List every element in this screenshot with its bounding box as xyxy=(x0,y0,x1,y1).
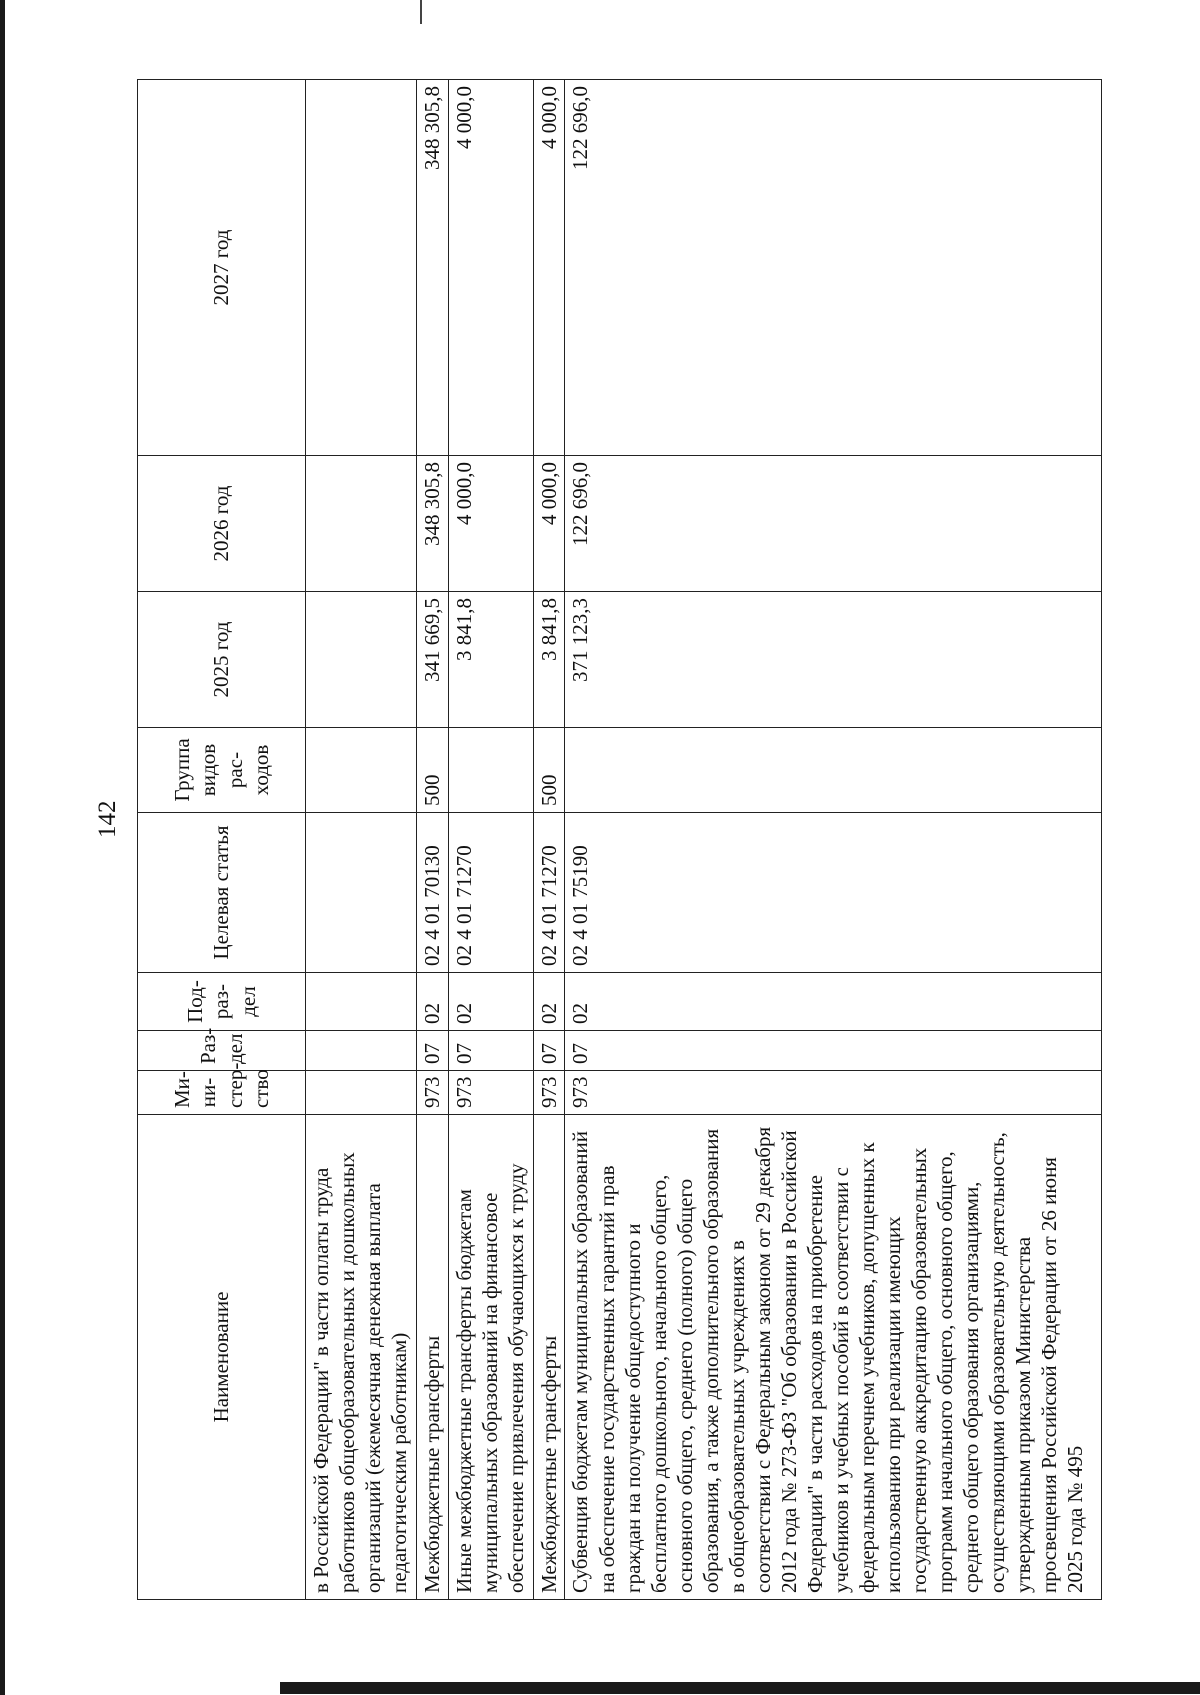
cell-2025: 341 669,5 xyxy=(417,592,449,728)
cell-2026: 348 305,8 xyxy=(417,456,449,592)
cell-subsection xyxy=(306,973,417,1031)
header-2027: 2027 год xyxy=(138,80,306,456)
cell-section xyxy=(306,1031,417,1071)
cell-subsection: 02 xyxy=(417,973,449,1031)
cell-2026: 4 000,0 xyxy=(449,456,534,592)
cell-2027: 4 000,0 xyxy=(533,80,565,456)
cell-ministry: 973 xyxy=(565,1071,1102,1115)
cell-target: 02 4 01 71270 xyxy=(449,813,534,973)
cell-2027: 4 000,0 xyxy=(449,80,534,456)
scan-mark-top xyxy=(420,0,422,24)
cell-2025: 3 841,8 xyxy=(533,592,565,728)
header-ministry: Ми-ни-стер-ство xyxy=(138,1071,306,1115)
cell-ministry: 973 xyxy=(533,1071,565,1115)
cell-ministry: 973 xyxy=(449,1071,534,1115)
cell-group: 500 xyxy=(533,728,565,813)
cell-2027 xyxy=(306,80,417,456)
header-2026: 2026 год xyxy=(138,456,306,592)
cell-group: 500 xyxy=(417,728,449,813)
cell-target: 02 4 01 75190 xyxy=(565,813,1102,973)
cell-2027: 348 305,8 xyxy=(417,80,449,456)
cell-target xyxy=(306,813,417,973)
cell-section: 07 xyxy=(533,1031,565,1071)
cell-name: в Российской Федерации" в части оплаты труда работников общеобразовательных и дошкольных организаций (ежемесячная денежная выплата педагогическим работникам) xyxy=(306,1115,417,1600)
table-header-row xyxy=(138,80,306,1600)
cell-target: 02 4 01 70130 xyxy=(417,813,449,973)
rotated-table-wrapper xyxy=(137,80,1102,1600)
table-row xyxy=(417,80,449,1600)
cell-group xyxy=(306,728,417,813)
budget-table xyxy=(137,79,1102,1600)
cell-2025 xyxy=(306,592,417,728)
cell-subsection: 02 xyxy=(565,973,1102,1031)
header-2025: 2025 год xyxy=(138,592,306,728)
table-row xyxy=(449,80,534,1600)
cell-2027: 122 696,0 xyxy=(565,80,1102,456)
cell-2026 xyxy=(306,456,417,592)
header-name: Наименование xyxy=(138,1115,306,1600)
cell-name: Межбюджетные трансферты xyxy=(417,1115,449,1600)
table-row xyxy=(565,80,1102,1600)
cell-target: 02 4 01 71270 xyxy=(533,813,565,973)
cell-ministry: 973 xyxy=(417,1071,449,1115)
cell-subsection: 02 xyxy=(449,973,534,1031)
cell-section: 07 xyxy=(449,1031,534,1071)
cell-section: 07 xyxy=(565,1031,1102,1071)
cell-group xyxy=(565,728,1102,813)
header-section: Раз-дел xyxy=(138,1031,306,1071)
table-row xyxy=(533,80,565,1600)
cell-subsection: 02 xyxy=(533,973,565,1031)
cell-section: 07 xyxy=(417,1031,449,1071)
cell-name: Субвенция бюджетам муниципальных образований на обеспечение государственных гарантий прав граждан на получение общедоступного и бесплатного дошкольного, начального общего, основного общего, среднего (полного) общего образования, а также дополнительного образования в общеобразовательных учреждениях в соответствии с Федеральным законом от 29 декабря 2012 года № 273-ФЗ "Об образовании в Российской Федерации" в части расходов на приобретение учебников и учебных пособий в соответствии с федеральным перечнем учебников, допущенных к использованию при реализации имеющих государственную аккредитацию образовательных программ начального общего, основного общего, среднего общего образования организациями, осуществляющими образовательную деятельность, утвержденным приказом Министерства просвещения Российской Федерации от 26 июня 2025 года № 495 xyxy=(565,1115,1102,1600)
page-number: 142 xyxy=(94,800,121,838)
cell-2026: 4 000,0 xyxy=(533,456,565,592)
scan-edge-left xyxy=(0,0,5,1695)
cell-2025: 3 841,8 xyxy=(449,592,534,728)
cell-2026: 122 696,0 xyxy=(565,456,1102,592)
header-expense-group: Группа видов рас-ходов xyxy=(138,728,306,813)
scan-edge-bottom xyxy=(280,1682,1200,1694)
cell-ministry xyxy=(306,1071,417,1115)
cell-name: Межбюджетные трансферты xyxy=(533,1115,565,1600)
cell-2025: 371 123,3 xyxy=(565,592,1102,728)
header-target: Целевая статья xyxy=(138,813,306,973)
table-row xyxy=(306,80,417,1600)
header-subsection: Под-раз-дел xyxy=(138,973,306,1031)
cell-group xyxy=(449,728,534,813)
cell-name: Иные межбюджетные трансферты бюджетам муниципальных образований на финансовое обеспечение привлечения обучающихся к труду xyxy=(449,1115,534,1600)
